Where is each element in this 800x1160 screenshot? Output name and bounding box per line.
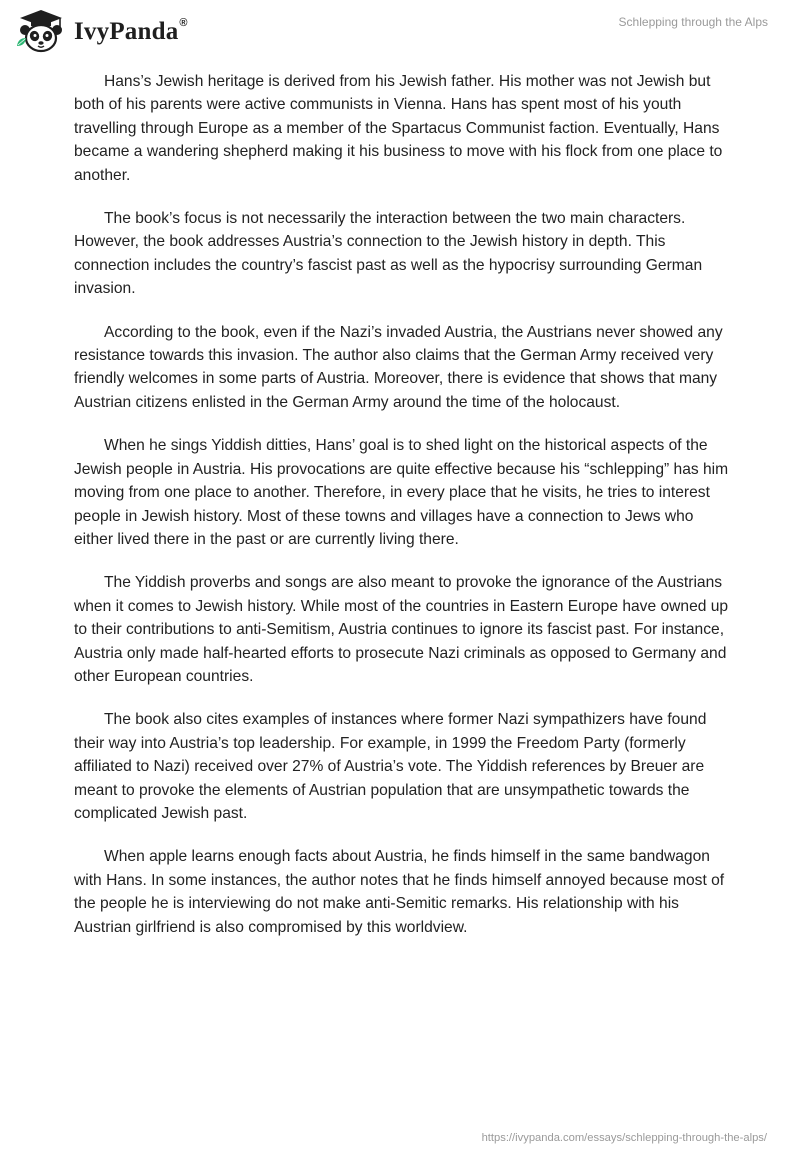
source-url-link[interactable]: https://ivypanda.com/essays/schlepping-through-the-alps/ (481, 1132, 767, 1144)
page-header (0, 0, 800, 60)
paragraph: The book’s focus is not necessarily the interaction between the two main characters. However, the book addresses Austria’s connection to the Jewish history in depth. This connection includes the country’s fascist past as well as the hypocrisy surrounding German invasion. (74, 210, 703, 298)
running-title: Schlepping through the Alps (618, 15, 768, 29)
paragraph: The book also cites examples of instances where former Nazi sympathizers have found their way into Austria’s top leadership. For example, in 1999 the Freedom Party (formerly affiliated to Nazi) received over 27% of Austria’s vote. The Yiddish references by Breuer are meant to provoke the elements of Austrian population that are unsympathetic towards the complicated Jewish past. (74, 711, 707, 822)
paragraph: The Yiddish proverbs and songs are also meant to provoke the ignorance of the Austrians when it comes to Jewish history. While most of the countries in Eastern Europe have owned up to their contributions to anti-Semitism, Austria continues to ignore its fascist past. For instance, Austria only made half-hearted efforts to prosecute Nazi criminals as opposed to Germany and other European countries. (74, 574, 729, 685)
paragraph: Hans’s Jewish heritage is derived from his Jewish father. His mother was not Jewish but both of his parents were active communists in Vienna. Hans has spent most of his youth travelling through Europe as a member of the Spartacus Communist faction. Eventually, Hans became a wandering shepherd making it his business to move with his flock from one place to another. (74, 73, 723, 184)
paragraph: When he sings Yiddish ditties, Hans’ goal is to shed light on the historical aspects of the Jewish people in Austria. His provocations are quite effective because his “schlepping” has him moving from one place to another. Therefore, in every place that he visits, he tries to interest people in Jewish history. Most of these towns and villages have a connection to Jews who either lived there in the past or are currently living there. (74, 437, 729, 548)
paragraph: According to the book, even if the Nazi’s invaded Austria, the Austrians never showed any resistance towards this invasion. The author also claims that the German Army received very friendly welcomes in some parts of Austria. Moreover, there is evidence that shows that many Austrian citizens enlisted in the German Army around the time of the holocaust. (74, 323, 723, 411)
brand-text: IvyPanda (74, 18, 179, 45)
registered-mark: ® (179, 16, 188, 29)
brand-name (74, 18, 188, 46)
paragraph: When apple learns enough facts about Austria, he finds himself in the same bandwagon with Hans. In some instances, the author notes that he finds himself annoyed because most of the people he is interviewing do not make anti-Semitic remarks. His relationship with his Austrian girlfriend is also compromised by this worldview. (74, 848, 725, 936)
panda-graduate-logo-icon (14, 8, 68, 54)
essay-body (74, 70, 734, 959)
ivypanda-logo[interactable] (14, 8, 188, 54)
